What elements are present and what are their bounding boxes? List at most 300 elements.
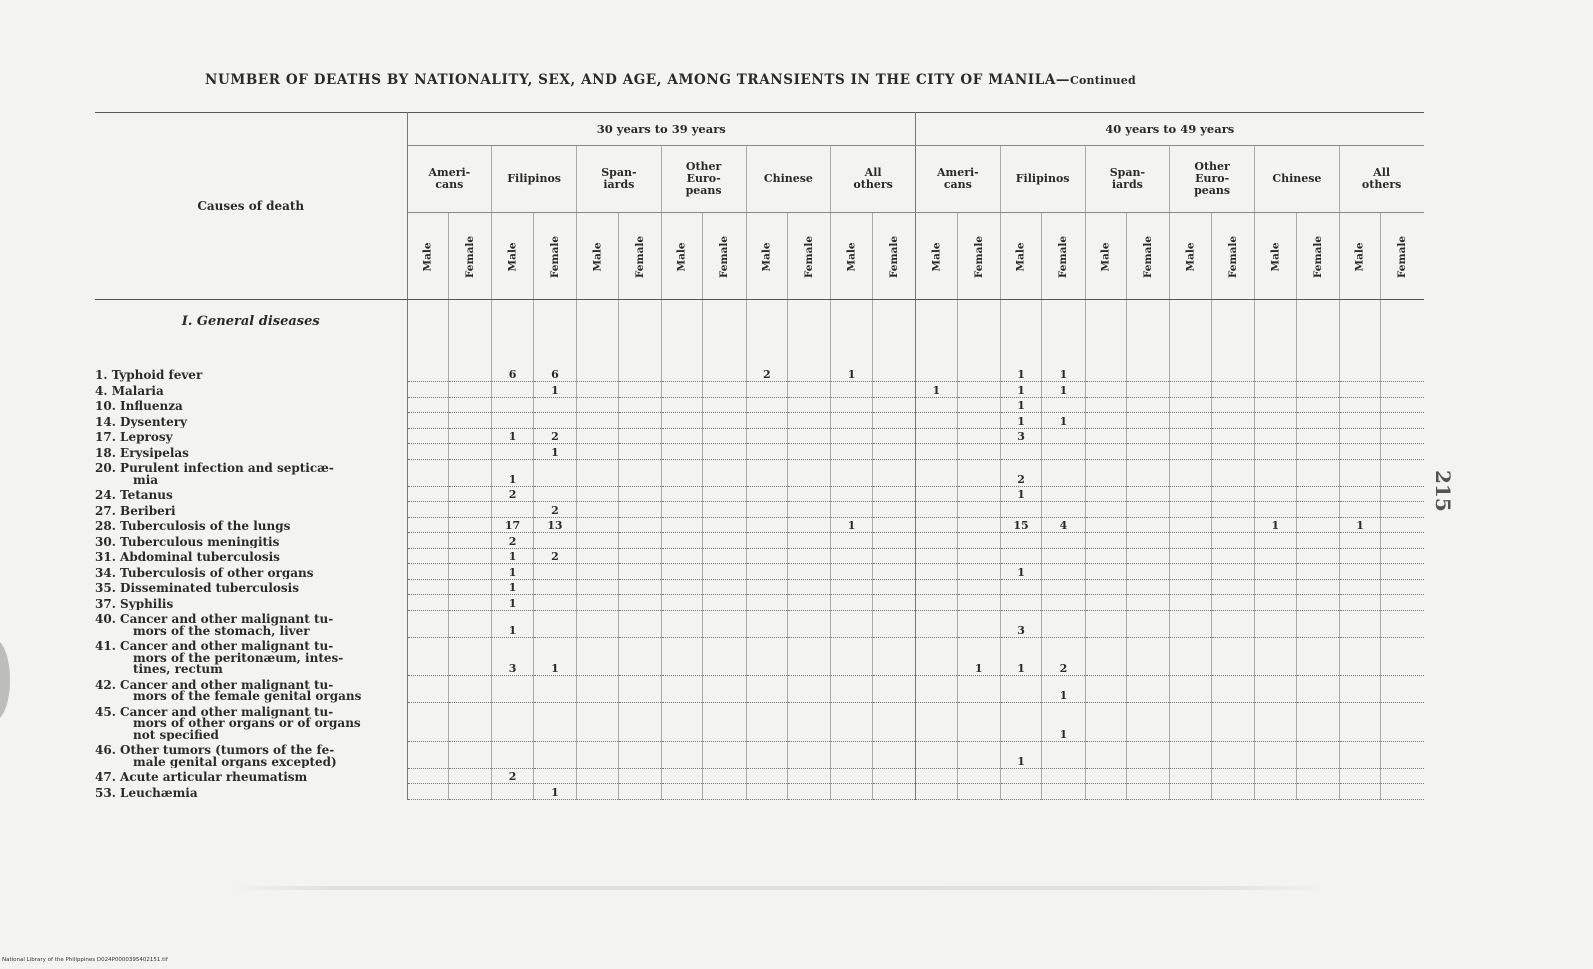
table-row <box>95 676 1424 703</box>
value-cell <box>957 784 1000 800</box>
value-cell <box>788 579 831 595</box>
value-cell <box>746 533 788 549</box>
value-cell <box>661 741 703 768</box>
value-cell <box>661 382 703 398</box>
value-cell <box>661 486 703 502</box>
value-cell <box>1211 502 1254 518</box>
value-cell <box>872 517 915 533</box>
empty-cell <box>1170 300 1212 367</box>
value-cell <box>618 548 661 564</box>
value-cell <box>492 703 534 742</box>
value-cell <box>618 784 661 800</box>
value-cell <box>492 413 534 429</box>
value-cell <box>407 548 449 564</box>
value-cell <box>1255 366 1297 382</box>
value-cell <box>1211 579 1254 595</box>
value-cell <box>916 397 958 413</box>
value-cell <box>533 564 576 580</box>
value-cell <box>1255 768 1297 784</box>
value-cell <box>703 637 746 676</box>
value-cell <box>703 703 746 742</box>
value-cell: 1 <box>1000 564 1042 580</box>
empty-cell <box>1127 300 1170 367</box>
value-cell <box>957 486 1000 502</box>
value-cell <box>1211 784 1254 800</box>
value-cell <box>533 741 576 768</box>
value-cell: 1 <box>1255 517 1297 533</box>
value-cell <box>872 533 915 549</box>
value-cell <box>661 564 703 580</box>
value-cell: 1 <box>492 548 534 564</box>
value-cell <box>831 533 873 549</box>
value-cell: 2 <box>492 768 534 784</box>
cause-of-death: 20. Purulent infection and septicæ- mia <box>95 459 407 486</box>
value-cell: 6 <box>492 366 534 382</box>
empty-cell <box>1255 300 1297 367</box>
table-row <box>95 486 1424 502</box>
value-cell <box>1296 676 1339 703</box>
value-cell <box>746 595 788 611</box>
value-cell <box>1085 397 1127 413</box>
value-cell <box>788 428 831 444</box>
empty-cell <box>577 300 619 367</box>
value-cell <box>1255 741 1297 768</box>
table-row <box>95 517 1424 533</box>
value-cell <box>1127 428 1170 444</box>
value-cell <box>703 366 746 382</box>
value-cell <box>1170 637 1212 676</box>
value-cell <box>788 413 831 429</box>
value-cell <box>1296 741 1339 768</box>
sex-header <box>1211 213 1254 300</box>
value-cell <box>1339 444 1381 460</box>
value-cell <box>577 459 619 486</box>
nationality-header: Span- iards <box>1085 146 1170 213</box>
value-cell <box>703 784 746 800</box>
value-cell <box>788 595 831 611</box>
value-cell <box>1381 676 1424 703</box>
value-cell <box>1211 610 1254 637</box>
value-cell: 2 <box>533 428 576 444</box>
value-cell <box>872 579 915 595</box>
value-cell <box>1296 413 1339 429</box>
value-cell <box>872 413 915 429</box>
value-cell <box>1085 486 1127 502</box>
value-cell <box>788 444 831 460</box>
sex-label: Female <box>887 235 900 278</box>
sex-header <box>957 213 1000 300</box>
table-row <box>95 444 1424 460</box>
cause-of-death: 4. Malaria <box>95 382 407 398</box>
empty-cell <box>746 300 788 367</box>
value-cell <box>831 741 873 768</box>
table-row <box>95 741 1424 768</box>
empty-cell <box>618 300 661 367</box>
value-cell <box>1127 564 1170 580</box>
value-cell <box>661 610 703 637</box>
value-cell <box>1339 637 1381 676</box>
value-cell <box>1296 486 1339 502</box>
sex-label: Male <box>1269 241 1282 272</box>
value-cell <box>492 676 534 703</box>
value-cell <box>1255 595 1297 611</box>
value-cell <box>872 676 915 703</box>
value-cell <box>872 595 915 611</box>
value-cell <box>1085 444 1127 460</box>
empty-cell <box>916 300 958 367</box>
sex-header <box>449 213 492 300</box>
value-cell <box>746 413 788 429</box>
value-cell <box>1296 459 1339 486</box>
value-cell <box>661 595 703 611</box>
value-cell <box>1211 382 1254 398</box>
value-cell <box>1381 382 1424 398</box>
value-cell: 2 <box>1042 637 1085 676</box>
value-cell <box>1255 444 1297 460</box>
value-cell <box>916 444 958 460</box>
value-cell <box>1296 610 1339 637</box>
value-cell <box>957 768 1000 784</box>
value-cell <box>916 703 958 742</box>
value-cell <box>1255 459 1297 486</box>
value-cell <box>1170 676 1212 703</box>
value-cell <box>1381 397 1424 413</box>
value-cell <box>492 397 534 413</box>
empty-cell <box>1339 300 1381 367</box>
table-row <box>95 533 1424 549</box>
value-cell <box>449 486 492 502</box>
table-row <box>95 459 1424 486</box>
value-cell <box>1170 595 1212 611</box>
value-cell <box>1127 459 1170 486</box>
cause-of-death: 47. Acute articular rheumatism <box>95 768 407 784</box>
value-cell <box>1170 428 1212 444</box>
value-cell <box>1211 637 1254 676</box>
value-cell <box>703 413 746 429</box>
cause-of-death: 46. Other tumors (tumors of the fe- male genital organs excepted) <box>95 741 407 768</box>
value-cell <box>1296 579 1339 595</box>
value-cell <box>1381 610 1424 637</box>
value-cell <box>916 676 958 703</box>
value-cell <box>831 413 873 429</box>
value-cell <box>1255 486 1297 502</box>
value-cell <box>957 595 1000 611</box>
value-cell <box>1127 703 1170 742</box>
value-cell <box>872 366 915 382</box>
empty-cell <box>957 300 1000 367</box>
value-cell <box>1381 459 1424 486</box>
value-cell <box>788 564 831 580</box>
value-cell: 2 <box>533 502 576 518</box>
value-cell <box>1339 486 1381 502</box>
value-cell <box>872 459 915 486</box>
value-cell <box>1339 413 1381 429</box>
sex-label: Male <box>1015 241 1028 272</box>
value-cell: 1 <box>1042 382 1085 398</box>
value-cell <box>746 382 788 398</box>
empty-cell <box>1296 300 1339 367</box>
value-cell: 2 <box>1000 459 1042 486</box>
sex-header <box>872 213 915 300</box>
value-cell <box>1381 548 1424 564</box>
value-cell <box>957 676 1000 703</box>
value-cell <box>661 579 703 595</box>
value-cell <box>1381 428 1424 444</box>
value-cell <box>1339 768 1381 784</box>
sex-header <box>1042 213 1085 300</box>
value-cell <box>1085 502 1127 518</box>
value-cell <box>872 741 915 768</box>
value-cell <box>449 382 492 398</box>
value-cell <box>957 579 1000 595</box>
cause-of-death: 37. Syphilis <box>95 595 407 611</box>
value-cell <box>1381 413 1424 429</box>
value-cell <box>746 637 788 676</box>
value-cell <box>407 564 449 580</box>
value-cell <box>1296 397 1339 413</box>
value-cell <box>492 741 534 768</box>
value-cell <box>831 784 873 800</box>
value-cell <box>703 517 746 533</box>
value-cell <box>492 444 534 460</box>
value-cell <box>1339 784 1381 800</box>
value-cell <box>1127 637 1170 676</box>
value-cell <box>1211 486 1254 502</box>
nationality-header: Chinese <box>746 146 831 213</box>
value-cell <box>533 533 576 549</box>
value-cell <box>831 548 873 564</box>
value-cell <box>703 610 746 637</box>
value-cell <box>1339 548 1381 564</box>
value-cell <box>1170 382 1212 398</box>
value-cell: 1 <box>1000 366 1042 382</box>
sex-header <box>661 213 703 300</box>
value-cell <box>916 741 958 768</box>
value-cell <box>407 397 449 413</box>
value-cell <box>916 548 958 564</box>
value-cell <box>1042 444 1085 460</box>
value-cell <box>1381 533 1424 549</box>
value-cell <box>703 595 746 611</box>
value-cell <box>872 703 915 742</box>
value-cell <box>957 366 1000 382</box>
value-cell <box>618 397 661 413</box>
cause-of-death: 45. Cancer and other malignant tu- mors of other organs or of organs not specified <box>95 703 407 742</box>
value-cell <box>1170 486 1212 502</box>
value-cell <box>1381 768 1424 784</box>
value-cell <box>703 459 746 486</box>
cause-of-death: 24. Tetanus <box>95 486 407 502</box>
sex-label: Male <box>676 241 689 272</box>
value-cell <box>746 517 788 533</box>
value-cell <box>746 397 788 413</box>
sex-label: Female <box>464 235 477 278</box>
value-cell <box>533 486 576 502</box>
value-cell <box>1127 595 1170 611</box>
value-cell <box>449 768 492 784</box>
value-cell <box>1296 703 1339 742</box>
causes-of-death-header: Causes of death <box>95 113 407 300</box>
value-cell <box>831 768 873 784</box>
value-cell <box>1339 382 1381 398</box>
value-cell: 1 <box>1042 676 1085 703</box>
value-cell <box>703 676 746 703</box>
value-cell <box>618 517 661 533</box>
value-cell: 1 <box>533 382 576 398</box>
value-cell <box>746 741 788 768</box>
value-cell <box>1381 784 1424 800</box>
sex-header <box>1255 213 1297 300</box>
value-cell: 1 <box>1042 413 1085 429</box>
value-cell <box>1127 444 1170 460</box>
value-cell <box>788 548 831 564</box>
value-cell <box>1255 564 1297 580</box>
value-cell: 2 <box>533 548 576 564</box>
value-cell <box>1339 595 1381 611</box>
value-cell <box>872 784 915 800</box>
value-cell <box>746 784 788 800</box>
table-row <box>95 564 1424 580</box>
value-cell <box>872 502 915 518</box>
value-cell <box>577 413 619 429</box>
value-cell <box>449 413 492 429</box>
value-cell <box>1255 784 1297 800</box>
value-cell <box>1339 533 1381 549</box>
value-cell <box>1211 413 1254 429</box>
value-cell <box>1255 610 1297 637</box>
binding-shadow <box>0 640 10 720</box>
value-cell <box>618 459 661 486</box>
cause-of-death: 14. Dysentery <box>95 413 407 429</box>
value-cell <box>1339 502 1381 518</box>
value-cell <box>788 676 831 703</box>
value-cell <box>1042 533 1085 549</box>
value-cell <box>1255 579 1297 595</box>
value-cell: 2 <box>492 533 534 549</box>
value-cell <box>916 637 958 676</box>
value-cell: 2 <box>746 366 788 382</box>
value-cell <box>407 413 449 429</box>
value-cell <box>916 579 958 595</box>
value-cell <box>1127 579 1170 595</box>
value-cell <box>703 579 746 595</box>
value-cell <box>788 533 831 549</box>
value-cell <box>1085 703 1127 742</box>
sex-header <box>746 213 788 300</box>
value-cell <box>661 366 703 382</box>
value-cell: 1 <box>1000 741 1042 768</box>
cause-of-death: 41. Cancer and other malignant tu- mors of the peritonæum, intes- tines, rectum <box>95 637 407 676</box>
value-cell: 2 <box>492 486 534 502</box>
value-cell <box>618 486 661 502</box>
value-cell <box>957 428 1000 444</box>
value-cell <box>449 548 492 564</box>
value-cell <box>577 579 619 595</box>
value-cell <box>577 768 619 784</box>
value-cell <box>618 502 661 518</box>
value-cell <box>703 548 746 564</box>
sex-header <box>703 213 746 300</box>
value-cell: 1 <box>831 517 873 533</box>
value-cell <box>788 382 831 398</box>
value-cell <box>1127 517 1170 533</box>
value-cell <box>577 517 619 533</box>
value-cell <box>577 703 619 742</box>
empty-cell <box>449 300 492 367</box>
value-cell: 1 <box>533 784 576 800</box>
value-cell <box>618 595 661 611</box>
value-cell <box>449 428 492 444</box>
cause-of-death: 28. Tuberculosis of the lungs <box>95 517 407 533</box>
value-cell <box>831 637 873 676</box>
value-cell <box>788 397 831 413</box>
value-cell <box>957 459 1000 486</box>
sex-header <box>1085 213 1127 300</box>
value-cell <box>957 444 1000 460</box>
value-cell <box>407 366 449 382</box>
value-cell <box>1211 459 1254 486</box>
value-cell <box>577 595 619 611</box>
nationality-header: Ameri- cans <box>407 146 492 213</box>
value-cell <box>1127 502 1170 518</box>
value-cell <box>1255 428 1297 444</box>
sex-label: Female <box>1226 235 1239 278</box>
value-cell: 1 <box>1042 703 1085 742</box>
value-cell <box>661 397 703 413</box>
value-cell <box>788 459 831 486</box>
value-cell <box>449 595 492 611</box>
sex-header <box>1127 213 1170 300</box>
value-cell <box>831 676 873 703</box>
value-cell <box>1339 428 1381 444</box>
value-cell <box>618 676 661 703</box>
cause-of-death: 42. Cancer and other malignant tu- mors of the female genital organs <box>95 676 407 703</box>
value-cell <box>1211 595 1254 611</box>
cause-of-death: 53. Leuchæmia <box>95 784 407 800</box>
value-cell <box>703 768 746 784</box>
value-cell <box>533 413 576 429</box>
value-cell <box>1211 548 1254 564</box>
value-cell <box>1085 610 1127 637</box>
value-cell <box>577 784 619 800</box>
sex-label: Male <box>421 241 434 272</box>
value-cell <box>746 579 788 595</box>
value-cell <box>788 502 831 518</box>
value-cell <box>533 676 576 703</box>
value-cell <box>407 533 449 549</box>
value-cell: 6 <box>533 366 576 382</box>
value-cell <box>1085 382 1127 398</box>
value-cell <box>1042 768 1085 784</box>
value-cell <box>661 637 703 676</box>
value-cell: 1 <box>492 459 534 486</box>
value-cell <box>831 595 873 611</box>
value-cell <box>703 382 746 398</box>
value-cell <box>449 397 492 413</box>
sex-header <box>1170 213 1212 300</box>
value-cell <box>831 703 873 742</box>
value-cell <box>872 610 915 637</box>
value-cell <box>407 595 449 611</box>
value-cell <box>407 676 449 703</box>
value-cell <box>1211 564 1254 580</box>
value-cell <box>1255 703 1297 742</box>
value-cell: 15 <box>1000 517 1042 533</box>
value-cell <box>1085 564 1127 580</box>
value-cell <box>1339 397 1381 413</box>
value-cell <box>1042 579 1085 595</box>
value-cell <box>1211 366 1254 382</box>
